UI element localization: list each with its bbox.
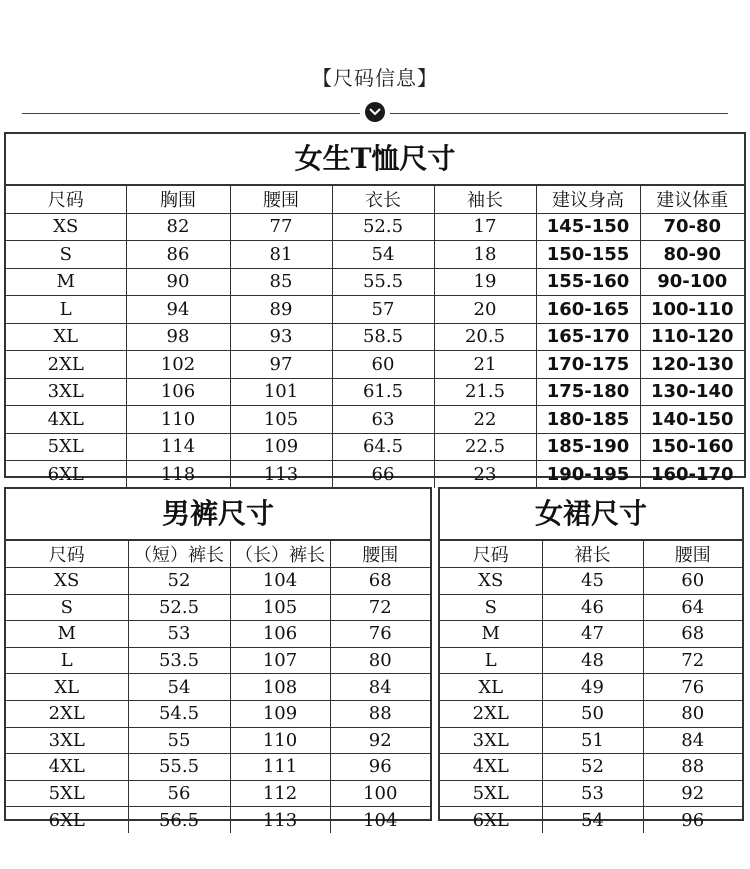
table-cell: 92 bbox=[330, 727, 430, 754]
table-cell: 102 bbox=[126, 351, 230, 379]
table-row bbox=[6, 807, 430, 833]
table-row bbox=[6, 647, 430, 674]
table-cell: 98 bbox=[126, 323, 230, 351]
table-cell: 101 bbox=[230, 378, 332, 406]
table-cell: 110 bbox=[230, 727, 330, 754]
table-row bbox=[6, 351, 744, 379]
table-cell: 76 bbox=[330, 621, 430, 648]
table-cell: 84 bbox=[643, 727, 742, 754]
table-cell: 53 bbox=[542, 780, 643, 807]
table-cell: 150-160 bbox=[640, 433, 744, 461]
table-row bbox=[6, 594, 430, 621]
table-row bbox=[6, 241, 744, 269]
table-cell: 47 bbox=[542, 621, 643, 648]
table-cell: 2XL bbox=[440, 700, 542, 727]
table-cell: M bbox=[440, 621, 542, 648]
column-header: 尺码 bbox=[6, 186, 126, 213]
table-cell: 21.5 bbox=[434, 378, 536, 406]
table-cell: S bbox=[6, 241, 126, 269]
table-cell: 55 bbox=[128, 727, 230, 754]
table-cell: 56 bbox=[128, 780, 230, 807]
pants-header-row bbox=[6, 541, 430, 568]
table-row bbox=[6, 323, 744, 351]
table-cell: 3XL bbox=[6, 727, 128, 754]
table-cell: 160-170 bbox=[640, 461, 744, 488]
table-cell: 80-90 bbox=[640, 241, 744, 269]
table-row bbox=[6, 406, 744, 434]
table-cell: 90-100 bbox=[640, 268, 744, 296]
table-cell: 64 bbox=[643, 594, 742, 621]
table-cell: 70-80 bbox=[640, 213, 744, 241]
table-cell: 55.5 bbox=[128, 754, 230, 781]
table-cell: 175-180 bbox=[536, 378, 640, 406]
table-cell: 160-165 bbox=[536, 296, 640, 324]
table-cell: 114 bbox=[126, 433, 230, 461]
tshirt-chart-title: 女生T恤尺寸 bbox=[6, 134, 744, 186]
table-cell: 61.5 bbox=[332, 378, 434, 406]
table-cell: 86 bbox=[126, 241, 230, 269]
table-cell: 54 bbox=[332, 241, 434, 269]
table-cell: 56.5 bbox=[128, 807, 230, 833]
table-cell: 185-190 bbox=[536, 433, 640, 461]
table-cell: 106 bbox=[230, 621, 330, 648]
column-header: （长）裤长 bbox=[230, 541, 330, 568]
section-title: 【尺码信息】 bbox=[312, 66, 438, 90]
table-cell: S bbox=[440, 594, 542, 621]
table-cell: 76 bbox=[643, 674, 742, 701]
table-cell: 140-150 bbox=[640, 406, 744, 434]
table-cell: 190-195 bbox=[536, 461, 640, 488]
table-cell: 77 bbox=[230, 213, 332, 241]
table-cell: M bbox=[6, 268, 126, 296]
table-cell: 120-130 bbox=[640, 351, 744, 379]
table-cell: 49 bbox=[542, 674, 643, 701]
table-cell: 155-160 bbox=[536, 268, 640, 296]
table-row bbox=[440, 754, 742, 781]
table-cell: 84 bbox=[330, 674, 430, 701]
table-cell: 89 bbox=[230, 296, 332, 324]
section-header bbox=[0, 62, 750, 91]
table-cell: 2XL bbox=[6, 700, 128, 727]
table-cell: 60 bbox=[643, 568, 742, 595]
table-cell: 112 bbox=[230, 780, 330, 807]
pants-size-chart bbox=[4, 487, 432, 831]
table-cell: XS bbox=[440, 568, 542, 595]
table-cell: XS bbox=[6, 213, 126, 241]
table-cell: S bbox=[6, 594, 128, 621]
table-row bbox=[440, 780, 742, 807]
table-cell: 109 bbox=[230, 433, 332, 461]
table-cell: 19 bbox=[434, 268, 536, 296]
table-cell: 51 bbox=[542, 727, 643, 754]
column-header: 衣长 bbox=[332, 186, 434, 213]
table-cell: 92 bbox=[643, 780, 742, 807]
table-cell: 64.5 bbox=[332, 433, 434, 461]
table-cell: 104 bbox=[330, 807, 430, 833]
table-row bbox=[440, 700, 742, 727]
table-cell: 97 bbox=[230, 351, 332, 379]
table-cell: 88 bbox=[643, 754, 742, 781]
table-cell: 50 bbox=[542, 700, 643, 727]
column-header: 建议身高 bbox=[536, 186, 640, 213]
table-cell: 6XL bbox=[6, 807, 128, 833]
table-cell: 82 bbox=[126, 213, 230, 241]
table-cell: 3XL bbox=[440, 727, 542, 754]
table-cell: 96 bbox=[330, 754, 430, 781]
table-cell: 54 bbox=[128, 674, 230, 701]
column-header: 建议体重 bbox=[640, 186, 744, 213]
table-cell: 104 bbox=[230, 568, 330, 595]
table-cell: XL bbox=[6, 323, 126, 351]
table-cell: 3XL bbox=[6, 378, 126, 406]
table-cell: 57 bbox=[332, 296, 434, 324]
table-cell: 2XL bbox=[6, 351, 126, 379]
table-row bbox=[6, 268, 744, 296]
table-cell: 21 bbox=[434, 351, 536, 379]
skirt-chart-title: 女裙尺寸 bbox=[440, 489, 742, 541]
table-cell: XL bbox=[440, 674, 542, 701]
table-cell: 20.5 bbox=[434, 323, 536, 351]
table-row bbox=[440, 727, 742, 754]
table-cell: L bbox=[6, 296, 126, 324]
table-row bbox=[6, 378, 744, 406]
column-header: 腰围 bbox=[230, 186, 332, 213]
header-divider-left bbox=[22, 113, 360, 114]
table-row bbox=[6, 754, 430, 781]
table-row bbox=[440, 807, 742, 833]
table-cell: 113 bbox=[230, 807, 330, 833]
tshirt-size-table bbox=[6, 186, 744, 488]
table-row bbox=[440, 647, 742, 674]
table-cell: 22 bbox=[434, 406, 536, 434]
table-cell: 100-110 bbox=[640, 296, 744, 324]
column-header: 胸围 bbox=[126, 186, 230, 213]
table-cell: 5XL bbox=[6, 433, 126, 461]
column-header: （短）裤长 bbox=[128, 541, 230, 568]
tshirt-header-row bbox=[6, 186, 744, 213]
pants-chart-title: 男裤尺寸 bbox=[6, 489, 430, 541]
table-cell: 4XL bbox=[440, 754, 542, 781]
table-cell: 80 bbox=[330, 647, 430, 674]
table-row bbox=[6, 433, 744, 461]
table-row bbox=[440, 621, 742, 648]
table-cell: 88 bbox=[330, 700, 430, 727]
table-cell: 110 bbox=[126, 406, 230, 434]
table-cell: 81 bbox=[230, 241, 332, 269]
table-cell: 53 bbox=[128, 621, 230, 648]
table-row bbox=[6, 213, 744, 241]
table-cell: 68 bbox=[643, 621, 742, 648]
column-header: 尺码 bbox=[6, 541, 128, 568]
table-row bbox=[440, 674, 742, 701]
table-cell: 60 bbox=[332, 351, 434, 379]
table-cell: M bbox=[6, 621, 128, 648]
table-cell: 63 bbox=[332, 406, 434, 434]
table-cell: 105 bbox=[230, 406, 332, 434]
table-cell: 4XL bbox=[6, 754, 128, 781]
table-cell: 53.5 bbox=[128, 647, 230, 674]
table-cell: 109 bbox=[230, 700, 330, 727]
table-cell: 72 bbox=[330, 594, 430, 621]
table-cell: 150-155 bbox=[536, 241, 640, 269]
table-cell: 90 bbox=[126, 268, 230, 296]
table-cell: 145-150 bbox=[536, 213, 640, 241]
column-header: 尺码 bbox=[440, 541, 542, 568]
table-cell: 85 bbox=[230, 268, 332, 296]
table-cell: 66 bbox=[332, 461, 434, 488]
table-cell: 110-120 bbox=[640, 323, 744, 351]
table-cell: 130-140 bbox=[640, 378, 744, 406]
table-cell: XL bbox=[6, 674, 128, 701]
header-divider-right bbox=[390, 113, 728, 114]
table-cell: 105 bbox=[230, 594, 330, 621]
table-cell: 4XL bbox=[6, 406, 126, 434]
table-cell: 180-185 bbox=[536, 406, 640, 434]
table-row bbox=[6, 780, 430, 807]
table-row bbox=[6, 461, 744, 488]
column-header: 袖长 bbox=[434, 186, 536, 213]
table-row bbox=[6, 621, 430, 648]
table-row bbox=[6, 568, 430, 595]
table-cell: L bbox=[6, 647, 128, 674]
table-row bbox=[440, 594, 742, 621]
skirt-size-table bbox=[440, 541, 742, 833]
table-cell: 80 bbox=[643, 700, 742, 727]
table-row bbox=[6, 727, 430, 754]
skirt-header-row bbox=[440, 541, 742, 568]
table-cell: 165-170 bbox=[536, 323, 640, 351]
table-cell: 6XL bbox=[440, 807, 542, 833]
table-cell: 100 bbox=[330, 780, 430, 807]
column-header: 腰围 bbox=[330, 541, 430, 568]
table-cell: 22.5 bbox=[434, 433, 536, 461]
table-cell: 46 bbox=[542, 594, 643, 621]
table-cell: 111 bbox=[230, 754, 330, 781]
table-cell: 58.5 bbox=[332, 323, 434, 351]
table-cell: 107 bbox=[230, 647, 330, 674]
tshirt-size-chart bbox=[4, 132, 746, 485]
table-cell: 170-175 bbox=[536, 351, 640, 379]
table-cell: 5XL bbox=[440, 780, 542, 807]
table-cell: 113 bbox=[230, 461, 332, 488]
table-cell: 108 bbox=[230, 674, 330, 701]
table-cell: 52 bbox=[542, 754, 643, 781]
table-cell: 48 bbox=[542, 647, 643, 674]
table-cell: 23 bbox=[434, 461, 536, 488]
table-cell: XS bbox=[6, 568, 128, 595]
table-cell: 45 bbox=[542, 568, 643, 595]
table-cell: 54 bbox=[542, 807, 643, 833]
table-cell: 68 bbox=[330, 568, 430, 595]
table-cell: 94 bbox=[126, 296, 230, 324]
table-cell: 96 bbox=[643, 807, 742, 833]
table-row bbox=[6, 700, 430, 727]
table-cell: 52.5 bbox=[128, 594, 230, 621]
column-header: 裙长 bbox=[542, 541, 643, 568]
chevron-down-icon bbox=[365, 102, 385, 122]
table-cell: 72 bbox=[643, 647, 742, 674]
table-cell: 18 bbox=[434, 241, 536, 269]
table-cell: 118 bbox=[126, 461, 230, 488]
table-cell: L bbox=[440, 647, 542, 674]
skirt-size-chart bbox=[438, 487, 744, 831]
table-cell: 106 bbox=[126, 378, 230, 406]
table-cell: 6XL bbox=[6, 461, 126, 488]
table-cell: 54.5 bbox=[128, 700, 230, 727]
table-row bbox=[6, 674, 430, 701]
column-header: 腰围 bbox=[643, 541, 742, 568]
table-cell: 5XL bbox=[6, 780, 128, 807]
pants-size-table bbox=[6, 541, 430, 833]
table-row bbox=[6, 296, 744, 324]
table-cell: 93 bbox=[230, 323, 332, 351]
table-cell: 17 bbox=[434, 213, 536, 241]
table-row bbox=[440, 568, 742, 595]
table-cell: 55.5 bbox=[332, 268, 434, 296]
table-cell: 20 bbox=[434, 296, 536, 324]
table-cell: 52.5 bbox=[332, 213, 434, 241]
table-cell: 52 bbox=[128, 568, 230, 595]
